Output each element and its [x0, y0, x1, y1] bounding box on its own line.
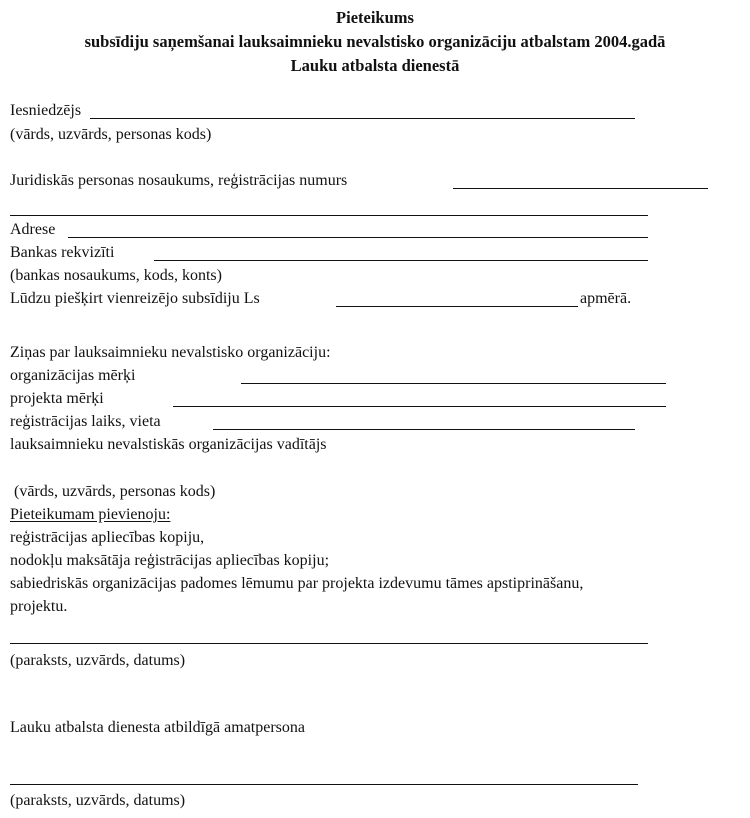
request-prefix: Lūdzu piešķirt vienreizējo subsīdiju Ls [10, 290, 260, 307]
official-label: Lauku atbalsta dienesta atbildīgā amatpersona [10, 719, 305, 736]
project-goals-line[interactable] [173, 406, 666, 407]
attachment-item: sabiedriskās organizācijas padomes lēmumu par projekta izdevumu tāmes apstiprināšanu, [10, 575, 584, 592]
official-signature-line[interactable] [10, 784, 638, 785]
document-subtitle: subsīdiju saņemšanai lauksaimnieku nevalstisko organizāciju atbalstam 2004.gadā [84, 32, 666, 51]
leader-label: lauksaimnieku nevalstiskās organizācijas vadītājs [10, 436, 327, 453]
subsidy-amount-line[interactable] [336, 306, 578, 307]
org-goals-line[interactable] [241, 383, 666, 384]
project-goals-label: projekta mērķi [10, 390, 104, 407]
org-goals-label: organizācijas mērķi [10, 367, 136, 384]
applicant-hint: (vārds, uzvārds, personas kods) [10, 126, 212, 143]
leader-hint: (vārds, uzvārds, personas kods) [14, 483, 216, 500]
attachment-item: nodokļu maksātāja reģistrācijas apliecības kopiju; [10, 552, 330, 569]
registration-label: reģistrācijas laiks, vieta [10, 413, 161, 430]
applicant-signature-hint: (paraksts, uzvārds, datums) [10, 652, 186, 669]
applicant-signature-line[interactable] [10, 643, 648, 644]
legal-entity-label: Juridiskās personas nosaukums, reģistrācijas numurs [10, 172, 348, 189]
org-info-heading: Ziņas par lauksaimnieku nevalstisko organizāciju: [10, 344, 331, 361]
bank-hint: (bankas nosaukums, kods, konts) [10, 267, 222, 284]
agency-name: Lauku atbalsta dienestā [290, 56, 460, 75]
registration-line[interactable] [213, 429, 635, 430]
request-suffix: apmērā. [580, 290, 632, 307]
attachment-item: reģistrācijas apliecības kopiju, [10, 529, 205, 546]
address-label: Adrese [10, 221, 56, 238]
applicant-label: Iesniedzējs [10, 102, 82, 119]
document-title: Pieteikums [336, 8, 414, 27]
bank-label: Bankas rekvizīti [10, 244, 115, 261]
attachments-heading: Pieteikumam pievienoju: [10, 506, 171, 523]
bank-field-line[interactable] [154, 260, 648, 261]
official-signature-hint: (paraksts, uzvārds, datums) [10, 792, 186, 809]
legal-entity-field-line[interactable] [453, 188, 708, 189]
attachment-item: projektu. [10, 598, 68, 615]
address-field-line[interactable] [68, 237, 648, 238]
legal-entity-extra-line[interactable] [10, 215, 648, 216]
applicant-field-line[interactable] [90, 118, 635, 119]
